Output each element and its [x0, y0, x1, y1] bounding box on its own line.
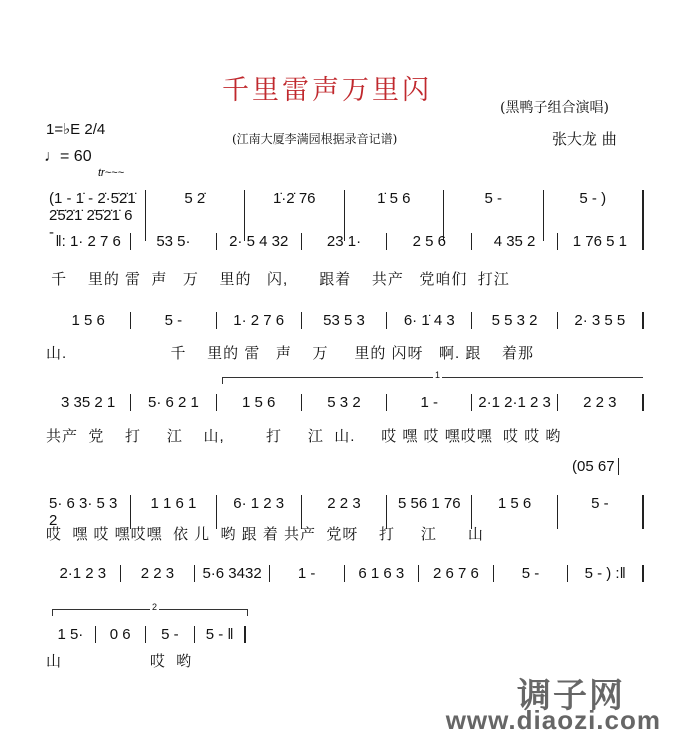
song-title: 千里雷声万里闪	[222, 75, 432, 106]
measure: 2·1 2·1 2 3	[472, 394, 557, 411]
composer: 张大龙 曲	[552, 130, 617, 148]
measure: 5 2̇	[146, 190, 246, 241]
measure: 1 5 6	[217, 394, 302, 411]
measure: 5 -	[146, 626, 196, 643]
measure: 5 - ) :‖	[568, 565, 644, 582]
key-signature: 1=♭E 2/4	[46, 121, 106, 138]
measure: (1 - 1̇ - 2̇·5̇2̇1̇ 2̇5̇2̇1̇ 2̇5̇2̇1̇ 6 -	[46, 190, 146, 241]
measure: 6· 1 2 3	[217, 495, 302, 529]
measure: 2 5 6	[387, 233, 472, 250]
measure: 2·1 2 3	[46, 565, 121, 582]
measure: 6 1 6 3	[345, 565, 420, 582]
volta-number: 2	[152, 602, 158, 612]
measure: 1̇·2̇ 76	[245, 190, 345, 241]
pickup-measure: (05 67	[572, 458, 619, 475]
measure: 1 -	[270, 565, 345, 582]
volta-number: 1	[435, 370, 441, 380]
measure: 3 35 2 1	[46, 394, 131, 411]
measure: 5 3 2	[302, 394, 387, 411]
measure: 5 -	[494, 565, 569, 582]
first-ending-bracket	[222, 370, 643, 384]
measure: 1 76 5 1	[558, 233, 644, 250]
lyrics-line: 共产 党 打 江 山, 打 江 山. 哎 嘿 哎 嘿哎嘿 哎 哎 哟	[46, 428, 562, 445]
measure: 1 5·	[46, 626, 96, 643]
measure: 6· 1̇ 4 3	[387, 312, 472, 329]
measure: 1̇ 5 6	[345, 190, 445, 241]
measure: 23 1·	[302, 233, 387, 250]
measure: ‖: 1· 2 7 6	[46, 233, 131, 250]
notation-line	[46, 233, 644, 250]
lyrics-line: 千 里的 雷 声 万 里的 闪, 跟着 共产 党咱们 打江	[46, 271, 510, 288]
measure: 2· 3 5 5	[558, 312, 644, 329]
measure: 5 -	[131, 312, 216, 329]
measure: 1 5 6	[46, 312, 131, 329]
lyrics-line: 山 哎 哟	[46, 653, 193, 670]
measure: 5 - ‖	[195, 626, 246, 643]
lyrics-line: 哎 嘿 哎 嘿哎嘿 依 儿 哟 跟 着 共产 党呀 打 江 山	[46, 526, 484, 543]
notation-line	[46, 565, 644, 582]
measure: 1· 2 7 6	[217, 312, 302, 329]
measure: 53 5·	[131, 233, 216, 250]
measure: 2· 5 4 32	[217, 233, 302, 250]
measure: 5· 6 3· 5 3 2	[46, 495, 131, 529]
measure: 4 35 2	[472, 233, 557, 250]
measure: 5· 6 2 1	[131, 394, 216, 411]
trill-marking: tr~~~	[98, 167, 124, 179]
transcription-note: (江南大厦李满园根据录音记谱)	[232, 132, 398, 146]
performer: (黑鸭子组合演唱)	[500, 100, 609, 116]
tempo-marking: ♩= 60	[44, 148, 92, 165]
measure: 5 5 3 2	[472, 312, 557, 329]
measure: 5 - )	[544, 190, 645, 241]
measure: 5 -	[558, 495, 644, 529]
measure: 53 5 3	[302, 312, 387, 329]
watermark-url: www.diaozi.com	[445, 705, 661, 735]
measure: 0 6	[96, 626, 146, 643]
measure: 2 2 3	[558, 394, 644, 411]
lyrics-line: 山. 千 里的 雷 声 万 里的 闪呀 啊. 跟 着那	[46, 345, 535, 362]
measure: 1 5 6	[472, 495, 557, 529]
measure: 5 56 1 76	[387, 495, 472, 529]
measure: 1 1 6 1	[131, 495, 216, 529]
watermark-logo: 调子网	[517, 677, 625, 715]
second-ending-bracket	[52, 602, 248, 616]
notation-line	[46, 394, 644, 411]
measure: 2 6 7 6	[419, 565, 494, 582]
measure: 5·6 3432	[195, 565, 270, 582]
measure: 5 -	[444, 190, 544, 241]
measure: 2 2 3	[302, 495, 387, 529]
measure: 2 2 3	[121, 565, 196, 582]
notation-line	[46, 312, 644, 329]
measure: 1 -	[387, 394, 472, 411]
notation-line	[46, 626, 246, 643]
